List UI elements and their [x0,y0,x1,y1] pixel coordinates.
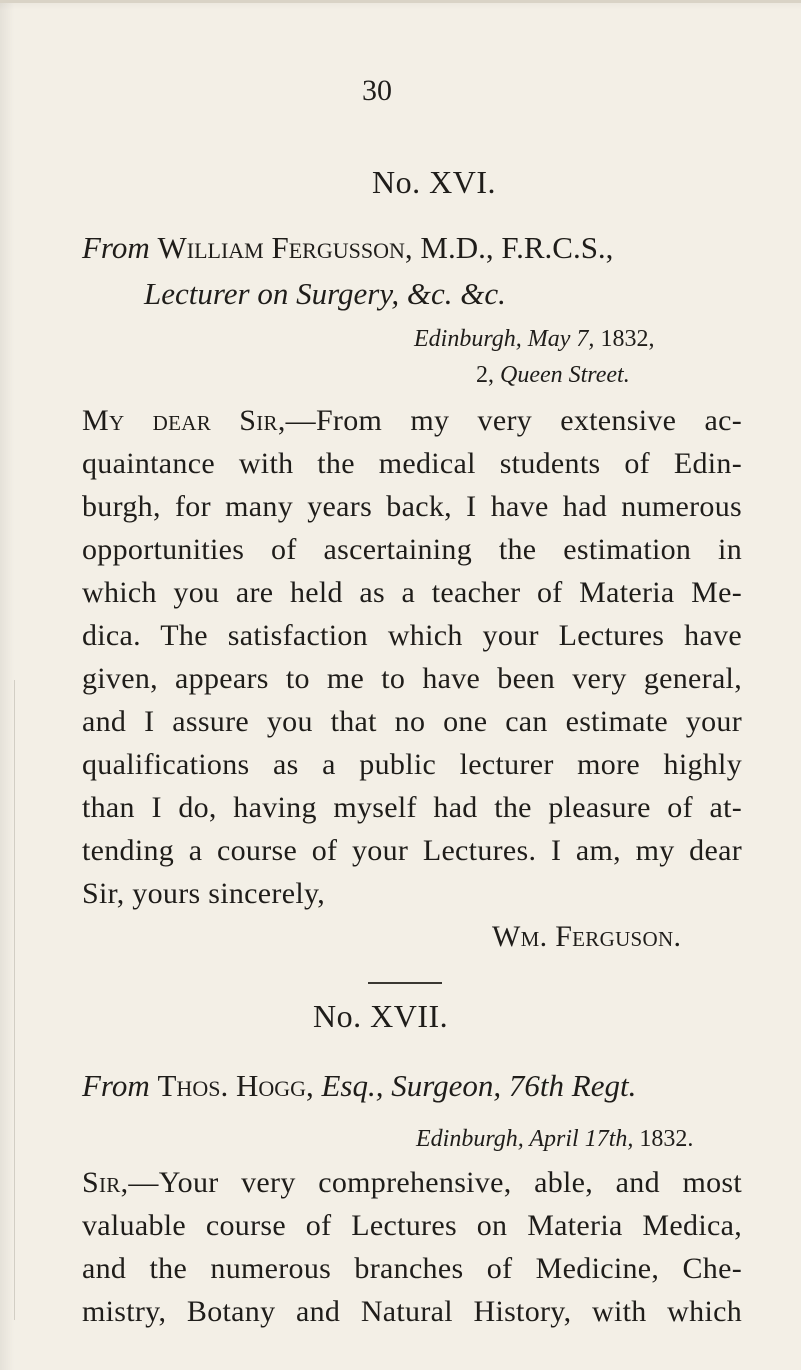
letter-17-date: April 17th, [529,1126,634,1152]
letter-17-author-esq: Esq., [321,1068,384,1103]
letter-16-signature: Wm. Ferguson. [492,920,682,953]
letter-17-from-line [82,1068,636,1104]
letter-17-salutation: Sir, [82,1166,129,1199]
letter-16-address-number: 2, [476,362,494,388]
letter-16-author-title-text: Lecturer on Surgery, &c. &c. [144,276,506,311]
letter-16-author-title [144,276,506,312]
letter-16-address-line [476,362,630,389]
letter-17-dateline [416,1126,693,1153]
letter-17-body-text-1: —Your very comprehensive, able, and most [128,1166,742,1199]
letter-16-body-line-3: burgh, for many years back, I have had numerous [82,490,742,523]
letter-17-author-name: Thos. Hogg, [157,1068,314,1103]
letter-16-date: May 7, [527,326,595,352]
letter-16-body-line-11: tending a course of your Lectures. I am, my dear [82,834,742,867]
letter-17-from-prefix: From [82,1068,150,1103]
page-top-edge [0,0,801,3]
letter-16-from-prefix: From [82,230,150,265]
letter-16-author-name: William Fergusson, [157,230,413,265]
letter-16-body-line-10: than I do, having myself had the pleasure of at- [82,791,742,824]
letter-16-dateline [414,326,654,353]
letter-16-year: 1832, [600,326,655,352]
letter-16-body-line-7: given, appears to me to have been very general, [82,662,742,695]
letter-16-salutation: My dear Sir, [82,404,286,437]
letter-17-number: No. XVII. [313,998,449,1034]
letter-17-body-line-3: and the numerous branches of Medicine, Che- [82,1252,742,1285]
page-fold-line [14,680,15,1320]
section-divider-rule [368,982,442,984]
letter-16-number: No. XVI. [372,164,496,200]
letter-16-body-line-8: and I assure you that no one can estimate your [82,705,742,738]
letter-16-body-line-2: quaintance with the medical students of Edin- [82,447,742,480]
letter-16-body-line-6: dica. The satisfaction which your Lectures have [82,619,742,652]
letter-17-place: Edinburgh, [416,1126,524,1152]
letter-17-body-line-2: valuable course of Lectures on Materia Medica, [82,1209,742,1242]
letter-16-address: Queen Street. [500,362,630,388]
letter-16-body-line-5: which you are held as a teacher of Materia Me- [82,576,742,609]
book-page: 30 No. XVI. From William Fergusson, M.D., F.R.C.S., Lecturer on Surgery, &c. &c. Edinburgh, May 7, 1832, 2, Queen Street. My dear Sir,—From my very extensive ac- quaintance with the medical students of Edin- burgh, for many years back, I have had numerous opportunities of ascertaining the estimation in which you are held as a teacher of Materia Me- dica. The satisfaction which your Lectures have given, appears to me to have been very general, and I assure you that no one can estimate your qualifications as a public lecturer more highly than I do, having myself had the pleasure of at- tending a course of your Lectures. I am, my dear Sir, yours sincerely, Wm. Ferguson. No. XVII. From Thos. Hogg, Esq., Surgeon, 76th Regt. Edinburgh, April 17th, 1832. Sir,—Your very comprehensive, able, and most valuable course of Lectures on Materia Medica, and the numerous branches of Medicine, Che- mistry, Botany and Natural History, with which [0,0,801,1370]
letter-16-closing: Sir, yours sincerely, [82,877,326,910]
letter-16-from-line [82,230,613,266]
letter-17-body-line-1 [82,1166,742,1200]
letter-16-author-credentials: M.D., F.R.C.S., [420,230,614,265]
letter-16-body-line-4: opportunities of ascertaining the estimation in [82,533,742,566]
letter-16-body-line-1 [82,404,742,438]
letter-17-year: 1832. [639,1126,694,1152]
letter-16-body-line-9: qualifications as a public lecturer more highly [82,748,742,781]
letter-17-body-line-4: mistry, Botany and Natural History, with which [82,1295,742,1328]
letter-16-place: Edinburgh, [414,326,522,352]
letter-17-author-title: Surgeon, 76th Regt. [391,1068,637,1103]
letter-16-body-text-1: —From my very extensive ac- [285,404,742,437]
